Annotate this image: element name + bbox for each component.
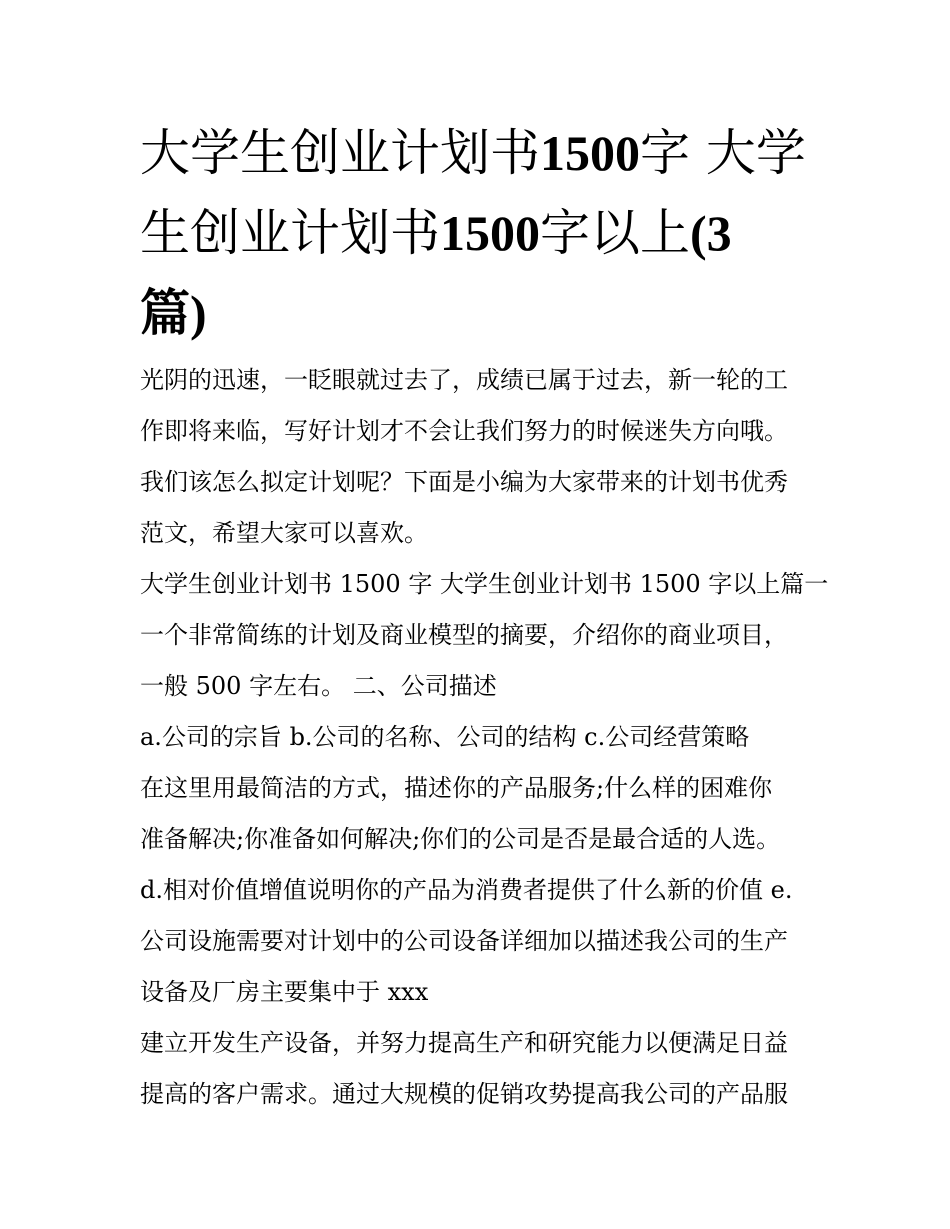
body-line: 范文，希望大家可以喜欢。 bbox=[140, 519, 428, 547]
title-count-suffix: 篇) bbox=[140, 285, 207, 341]
title-text: 字以上 bbox=[540, 204, 690, 262]
title-number: 1500 bbox=[440, 205, 540, 261]
title-text: 字 大学生创业计划书 bbox=[140, 124, 806, 262]
document-title bbox=[140, 113, 815, 353]
body-line: 大学生创业计划书 1500 字 大学生创业计划书 1500 字以上篇一 bbox=[140, 570, 829, 598]
body-line: d.相对价值增值说明你的产品为消费者提供了什么新的价值 e. bbox=[140, 876, 793, 904]
body-line: 建立开发生产设备，并努力提高生产和研究能力以便满足日益 bbox=[140, 1029, 788, 1057]
title-text: 大学生创业计划书 bbox=[140, 124, 540, 182]
body-line: 一般 500 字左右。 二、公司描述 bbox=[140, 672, 497, 700]
body-line: 提高的客户需求。通过大规模的促销攻势提高我公司的产品服 bbox=[140, 1080, 788, 1108]
title-count: (3 bbox=[690, 205, 732, 261]
body-line: 公司设施需要对计划中的公司设备详细加以描述我公司的生产 bbox=[140, 927, 788, 955]
body-line: 光阴的迅速，一眨眼就过去了，成绩已属于过去，新一轮的工 bbox=[140, 366, 788, 394]
body-line: 我们该怎么拟定计划呢？下面是小编为大家带来的计划书优秀 bbox=[140, 468, 788, 496]
body-line: 一个非常简练的计划及商业模型的摘要，介绍你的商业项目， bbox=[140, 621, 788, 649]
document-body bbox=[140, 355, 829, 1120]
body-line: 设备及厂房主要集中于 xxx bbox=[140, 978, 429, 1006]
body-line: 作即将来临，写好计划才不会让我们努力的时候迷失方向哦。 bbox=[140, 417, 788, 445]
title-number: 1500 bbox=[540, 125, 640, 181]
body-line: 在这里用最简洁的方式，描述你的产品服务;什么样的困难你 bbox=[140, 774, 773, 802]
body-line: 准备解决;你准备如何解决;你们的公司是否是最合适的人选。 bbox=[140, 825, 781, 853]
body-line: a.公司的宗旨 b.公司的名称、公司的结构 c.公司经营策略 bbox=[140, 723, 750, 751]
